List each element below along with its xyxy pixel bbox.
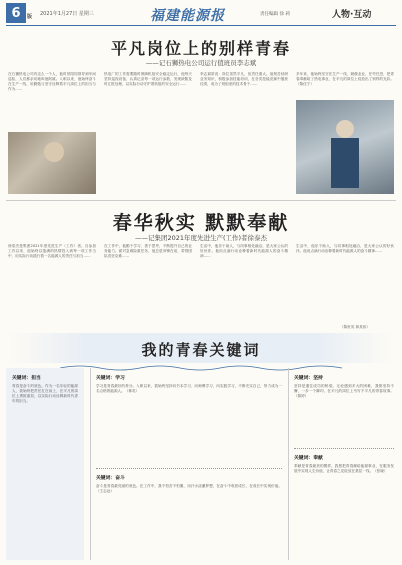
mid-keyword-head-1: 关键词：学习	[96, 376, 125, 381]
page-number: 6	[11, 5, 21, 21]
story2-column-4: 生活中，他乐于助人，与同事相处融洽，是大家公认的好伙伴。他用点滴行动诠释着新时代能源人的奋斗精神……	[296, 244, 394, 254]
right-keyword-head-1: 关键词：坚持	[294, 376, 323, 381]
column-divider-2	[288, 368, 289, 560]
right-keyword-text-1: 坚持是通往成功的桥梁。无论遇到多大的困难，我都坚持不懈，一步一个脚印，在平凡的岗位上书写不平凡的青春故事。（陈婷）	[294, 384, 394, 399]
story2-column-1: 徐泰杰是集团2021年度先进生产（工作）者。自参加工作以来，他始终以饱满的热情投入到每一项工作当中，用实际行动践行着一名能源人的责任与担当……	[8, 244, 96, 259]
story1-column-2: 热电厂的工作需要随时保障机组安全稳定运行，他每天坚持巡视设备，认真记录每一项运行参数，发现缺陷及时汇报处理，以实际行动守护着机组的安全运行……	[104, 72, 192, 87]
editors-credit: 责任编辑 徐 莉	[260, 12, 290, 17]
story2-column-2: 在工作中，他勤于学习、善于思考，不断提升自己的业务能力。面对急难险重任务，他总是冲锋在前，带领团队攻坚克难……	[104, 244, 192, 259]
worker-uniform	[331, 138, 359, 188]
wave-decoration	[60, 364, 342, 372]
page-number-badge	[6, 3, 26, 23]
header-rule	[6, 25, 396, 26]
mid-keyword-text-2: 奋斗是青春最亮丽的底色。在工作中，我不怕苦不怕累，用汗水浇灌梦想，在奋斗中收获成长，在成长中实现价值。（王志远）	[96, 484, 282, 494]
story1-column-4: 多年来，他始终坚守在生产一线，兢兢业业，任劳任怨，把青春奉献给了热电事业，在平凡的岗位上绽放出了别样的光彩。（陈佳宁）	[296, 72, 394, 87]
story1-column-3: 李志斌常说：岗位虽然平凡，但责任重大。他刻苦钻研业务知识，积极参加技能培训，在各类技能竞赛中屡获佳绩，成为了班组里的技术骨干……	[200, 72, 288, 87]
story2-title: 春华秋实 默默奉献	[112, 212, 290, 234]
mid-divider	[96, 468, 282, 469]
right-keyword-head-2: 关键词：奉献	[294, 456, 323, 461]
worker-portrait	[336, 120, 354, 138]
keywords-title: 我的青春关键词	[141, 341, 261, 359]
story2-column-3: 生活中，他乐于助人，与同事相处融洽，是大家公认的好伙伴。他用点滴行动诠释着新时代能源人的奋斗精神……	[200, 244, 288, 259]
story2-byline: （陈世英 林其伟）	[340, 325, 370, 329]
story1-photo-2	[296, 100, 394, 194]
masthead: 福建能源报	[150, 8, 225, 24]
story1-title: 平凡岗位上的别样青春	[110, 39, 291, 58]
mid-keyword-head-2: 关键词：奋斗	[96, 476, 125, 481]
story2-subtitle: ——记集团2021年度先进生产(工作)者徐泰杰	[134, 234, 268, 242]
story1-column-1: 在石狮热电公司有这么一个人，他时常陪同领导到车间巡检，人们都亲切地叫他阿斌。入职以来，他始终奋斗在生产一线，用勤勉与坚守诠释着平凡岗位上的担当与作为……	[8, 72, 96, 92]
divider-1	[6, 200, 396, 201]
worker-figure	[44, 142, 64, 162]
issue-date: 2021年1月27日 星期三	[40, 11, 94, 17]
right-keyword-text-2: 奉献是青春最美的模样。我愿把青春献给能源事业，在服务发展中实现人生价值，让青春之花绽放在基层一线。（张晓）	[294, 464, 394, 474]
right-divider	[294, 448, 394, 449]
column-divider-1	[90, 368, 91, 560]
mid-keyword-text-1: 学习是青春最好的养分。入职以来，我始终坚持向书本学习、向师傅学习、向实践学习，不断充实自己，努力成为一名合格的能源人。（林英）	[96, 384, 282, 394]
section-title: 人物·互动	[332, 10, 372, 20]
sidebar-keyword-text: 青春是奋斗的底色。作为一名年轻的能源人，我始终把责任扛在肩上，在平凡的岗位上勇挑重担，以实际行动诠释新时代青年的担当。	[12, 384, 78, 404]
page-label: 版	[27, 14, 33, 20]
sidebar-keyword-head: 关键词：担当	[12, 376, 41, 381]
story1-photo	[8, 132, 96, 194]
story1-subtitle: ——记石狮热电公司运行值班员李志斌	[145, 59, 257, 67]
